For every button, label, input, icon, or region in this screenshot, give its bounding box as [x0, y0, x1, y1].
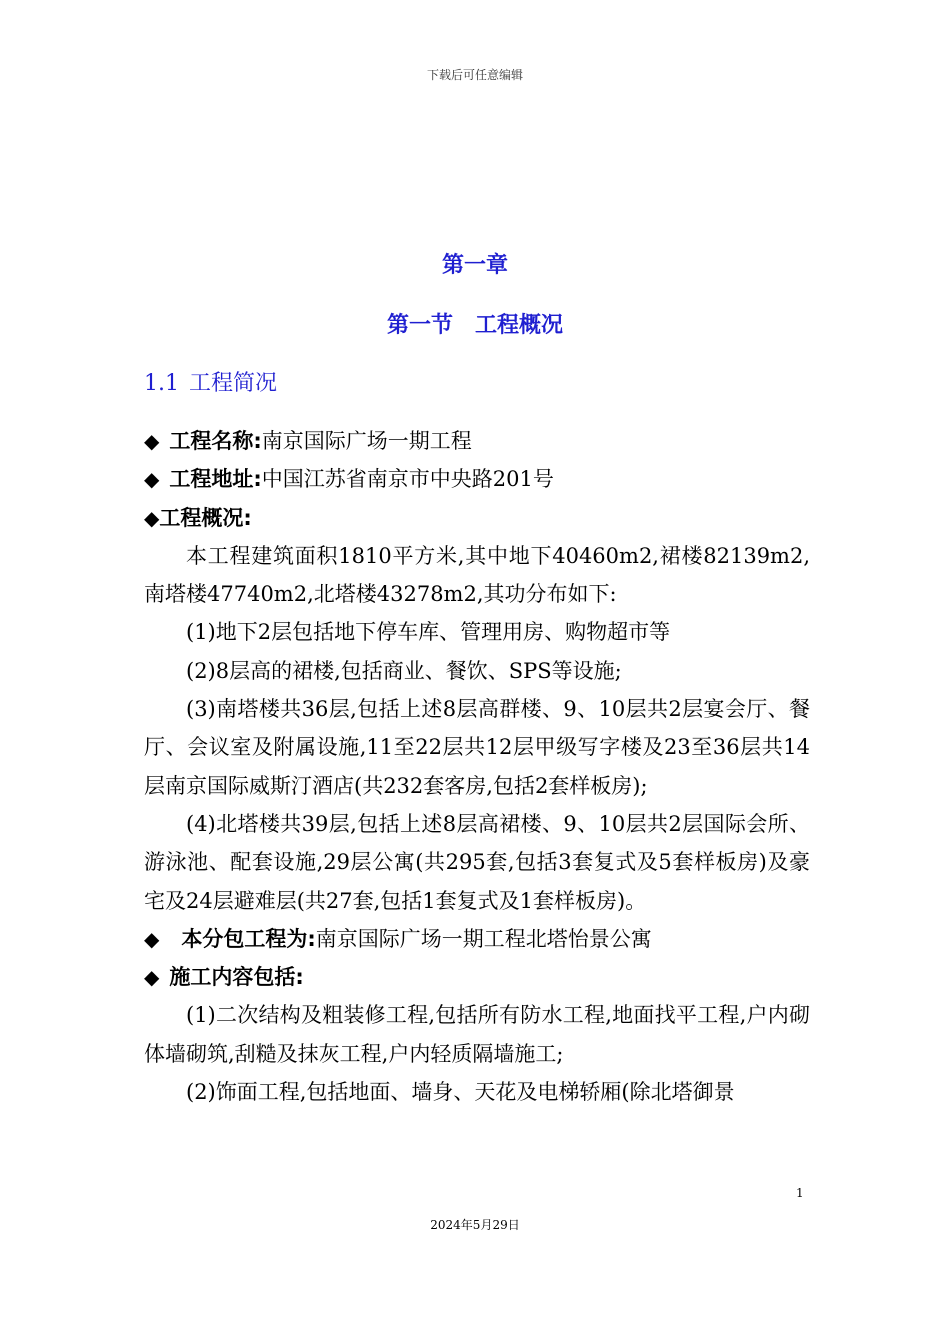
overview-paragraph: 本工程建筑面积1810平方米,其中地下40460m2,裙楼82139m2,南塔楼47740m2,北塔楼43278m2,其功分布如下: — [144, 543, 810, 607]
subsection-number: 1.1 — [144, 371, 179, 396]
diamond-bullet-icon: ◆ — [144, 467, 160, 492]
diamond-bullet-icon: ◆ — [144, 429, 160, 453]
header-note: 下载后可任意编辑 — [426, 68, 523, 82]
overview-item-3: (3)南塔楼共36层,包括上述8层高群楼、9、10层共2层宴会厅、餐厅、会议室及附属设施,11至22层共12层甲级写字楼及23至36层共14层南京国际威斯汀酒店(共232套客房,包括2套样板房); — [144, 697, 810, 798]
overview-item-4: (4)北塔楼共39层,包括上述8层高裙楼、9、10层共2层国际会所、游泳池、配套设施,29层公寓(共295套,包括3套复式及5套样板房)及豪宅及24层避难层(共27套,包括1套复式及1套样板房)。 — [144, 811, 810, 913]
project-address-value: 中国江苏省南京市中央路201号 — [261, 467, 554, 492]
chapter-title: 第一章 — [441, 253, 508, 278]
diamond-bullet-icon: ◆ — [144, 505, 160, 530]
scope-item-1: (1)二次结构及粗装修工程,包括所有防水工程,地面找平工程,户内砌体墙砌筑,刮糙及抹灰工程,户内轻质隔墙施工; — [144, 1003, 810, 1066]
page-number: 1 — [796, 1186, 804, 1200]
subcontract-label: 本分包工程为: — [181, 926, 316, 951]
overview-item-2: (2)8层高的裙楼,包括商业、餐饮、SPS等设施; — [186, 658, 622, 683]
subcontract-value: 南京国际广场一期工程北塔怡景公寓 — [315, 926, 652, 951]
project-name-line — [144, 422, 810, 460]
project-overview-line — [144, 499, 810, 537]
project-overview-label: 工程概况: — [159, 505, 252, 530]
project-name-label: 工程名称: — [169, 429, 262, 453]
project-address-label: 工程地址: — [169, 467, 262, 492]
diamond-bullet-icon: ◆ — [144, 965, 160, 990]
overview-item-1: (1)地下2层包括地下停车库、管理用房、购物超市等 — [186, 620, 671, 645]
document-body — [144, 422, 810, 1111]
footer-date: 2024年5月29日 — [430, 1218, 520, 1232]
section-name: 工程概况 — [475, 313, 564, 338]
diamond-bullet-icon: ◆ — [144, 926, 160, 951]
project-address-line — [144, 460, 810, 498]
project-name-value: 南京国际广场一期工程 — [261, 429, 472, 453]
scope-line — [144, 958, 810, 996]
subcontract-line — [144, 920, 810, 958]
section-title — [0, 308, 950, 339]
subsection-title — [144, 366, 277, 397]
subsection-name: 工程简况 — [189, 371, 278, 396]
scope-item-2: (2)饰面工程,包括地面、墙身、天花及电梯轿厢(除北塔御景 — [186, 1080, 735, 1105]
section-number: 第一节 — [386, 313, 453, 338]
scope-label: 施工内容包括: — [169, 965, 304, 990]
